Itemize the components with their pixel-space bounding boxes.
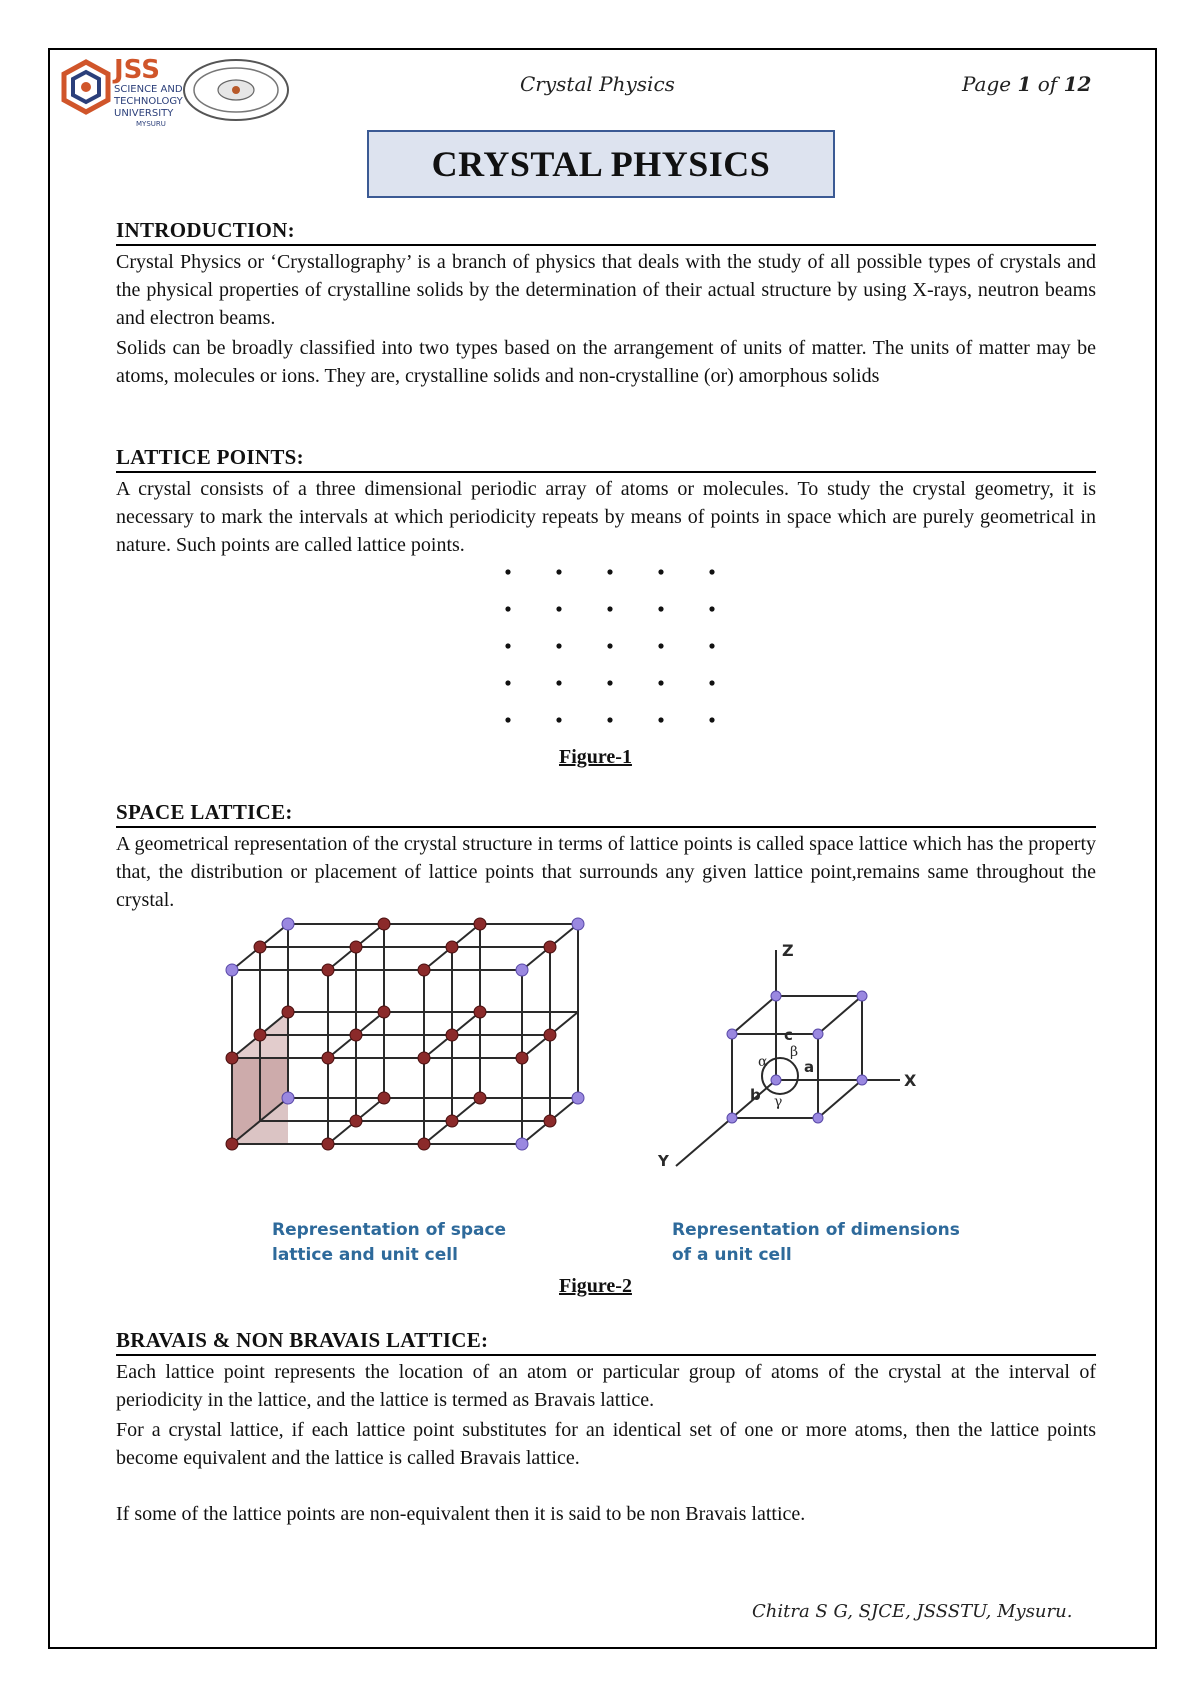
lattice-point bbox=[709, 643, 714, 648]
atom bbox=[446, 1115, 458, 1127]
corner-atom bbox=[727, 1029, 737, 1039]
atom bbox=[474, 918, 486, 930]
logo-jss-text: JSS bbox=[114, 55, 160, 85]
lattice-point bbox=[556, 606, 561, 611]
atom bbox=[350, 941, 362, 953]
lattice-point bbox=[556, 643, 561, 648]
section-heading: LATTICE POINTS: bbox=[116, 445, 1096, 473]
axis-c-label: c bbox=[784, 1026, 793, 1044]
lattice-point bbox=[607, 606, 612, 611]
lattice-point bbox=[709, 717, 714, 722]
footer-author: Chitra S G, SJCE, JSSSTU, Mysuru. bbox=[752, 1601, 1073, 1622]
atom bbox=[378, 1006, 390, 1018]
atom bbox=[254, 1029, 266, 1041]
corner-atom bbox=[516, 964, 528, 976]
lattice-point bbox=[607, 569, 612, 574]
corner-atom bbox=[516, 1138, 528, 1150]
paragraph: If some of the lattice points are non-equivalent then it is said to be non Bravais lattice. bbox=[116, 1503, 806, 1525]
atom bbox=[418, 1052, 430, 1064]
atom bbox=[418, 964, 430, 976]
section-lattice-points bbox=[116, 445, 1096, 559]
gamma-label: γ bbox=[774, 1094, 783, 1110]
atom bbox=[226, 1138, 238, 1150]
atom bbox=[254, 941, 266, 953]
lattice-point bbox=[505, 680, 510, 685]
corner-atom bbox=[813, 1113, 823, 1123]
lattice-point bbox=[556, 717, 561, 722]
atom bbox=[350, 1029, 362, 1041]
university-logo bbox=[56, 54, 316, 144]
paragraph: Solids can be broadly classified into two types based on the arrangement of units of matter. The units of matter may be atoms, molecules or ions. They are, crystalline solids and non-crystalline (or) amorphous solids bbox=[116, 337, 1096, 387]
lattice-point bbox=[658, 717, 663, 722]
figure-2-caption: Figure-2 bbox=[559, 1275, 632, 1297]
lattice-point bbox=[709, 569, 714, 574]
axis-a-label: a bbox=[804, 1058, 815, 1076]
atom bbox=[474, 1092, 486, 1104]
atom bbox=[544, 1029, 556, 1041]
paragraph: A geometrical representation of the crystal structure in terms of lattice points is called space lattice which has the property that, the distribution or placement of lattice points that surrounds any given lattice point,remains same throughout the crystal. bbox=[116, 833, 1096, 911]
lattice-point bbox=[607, 643, 612, 648]
lattice-point bbox=[658, 569, 663, 574]
axis-y-label: Y bbox=[658, 1152, 669, 1170]
logo-sub-4: MYSURU bbox=[136, 120, 166, 128]
corner-atom bbox=[857, 1075, 867, 1085]
section-heading: SPACE LATTICE: bbox=[116, 800, 1096, 828]
lattice-point bbox=[505, 569, 510, 574]
corner-atom bbox=[282, 918, 294, 930]
atom bbox=[378, 918, 390, 930]
caption-space-lattice bbox=[272, 1218, 506, 1268]
caption-line: lattice and unit cell bbox=[272, 1245, 458, 1265]
space-lattice-figure bbox=[222, 920, 642, 1200]
paragraph: A crystal consists of a three dimensional periodic array of atoms or molecules. To study the crystal geometry, it is necessary to mark the intervals at which periodicity repeats by means of points in space which are purely geometrical in nature. Such points are called lattice points. bbox=[116, 478, 1096, 556]
atom bbox=[226, 1052, 238, 1064]
lattice-point bbox=[505, 643, 510, 648]
paragraph: Crystal Physics or ‘Crystallography’ is a branch of physics that deals with the study of all possible types of crystals and the physical properties of crystalline solids by the determination of their actual structure by using X-rays, neutron beams and electron beams. bbox=[116, 251, 1096, 329]
unit-cell-figure bbox=[660, 940, 930, 1170]
atom bbox=[418, 1138, 430, 1150]
atom bbox=[282, 1006, 294, 1018]
logo-sub-1: SCIENCE AND bbox=[114, 84, 183, 95]
lattice-point bbox=[658, 643, 663, 648]
caption-unit-cell bbox=[672, 1218, 960, 1268]
section-bravais bbox=[116, 1328, 1096, 1528]
lattice-point bbox=[658, 606, 663, 611]
corner-atom bbox=[572, 918, 584, 930]
corner-atom bbox=[813, 1029, 823, 1039]
jss-emblem-icon bbox=[64, 62, 108, 112]
axis-b-label: b bbox=[750, 1086, 761, 1104]
paragraph: Each lattice point represents the location of an atom or particular group of atoms of the crystal at the interval of periodicity in the lattice, and the lattice is termed as Bravais lattice. bbox=[116, 1361, 1096, 1411]
axis-z-label: Z bbox=[782, 941, 794, 960]
axis-x-label: X bbox=[904, 1071, 917, 1090]
lattice-point bbox=[556, 680, 561, 685]
atom bbox=[350, 1115, 362, 1127]
figure-1-caption: Figure-1 bbox=[559, 746, 632, 768]
lattice-point bbox=[556, 569, 561, 574]
beta-label: β bbox=[790, 1044, 799, 1060]
section-space-lattice bbox=[116, 800, 1096, 914]
lattice-points-figure bbox=[490, 560, 720, 720]
lattice-point bbox=[607, 717, 612, 722]
atom bbox=[474, 1006, 486, 1018]
seal-icon bbox=[184, 60, 288, 120]
atom bbox=[322, 964, 334, 976]
corner-atom bbox=[771, 1075, 781, 1085]
section-heading: BRAVAIS & NON BRAVAIS LATTICE: bbox=[116, 1328, 1096, 1356]
lattice-point bbox=[505, 717, 510, 722]
lattice-point bbox=[607, 680, 612, 685]
corner-atom bbox=[226, 964, 238, 976]
atom bbox=[544, 1115, 556, 1127]
header-doc-title: Crystal Physics bbox=[520, 72, 675, 96]
section-introduction bbox=[116, 218, 1096, 390]
corner-atom bbox=[771, 991, 781, 1001]
page-title: CRYSTAL PHYSICS bbox=[367, 130, 835, 198]
atom bbox=[446, 1029, 458, 1041]
logo-sub-2: TECHNOLOGY bbox=[114, 96, 183, 107]
lattice-point bbox=[709, 680, 714, 685]
atom bbox=[322, 1052, 334, 1064]
atom bbox=[322, 1138, 334, 1150]
caption-line: of a unit cell bbox=[672, 1245, 792, 1265]
header-page-number: Page 1 of 12 bbox=[962, 72, 1092, 96]
corner-atom bbox=[282, 1092, 294, 1104]
caption-line: Representation of space bbox=[272, 1220, 507, 1240]
corner-atom bbox=[857, 991, 867, 1001]
paragraph: For a crystal lattice, if each lattice point substitutes for an identical set of one or more atoms, then the lattice points become equivalent and the lattice is called Bravais lattice. bbox=[116, 1419, 1096, 1469]
atom bbox=[378, 1092, 390, 1104]
lattice-point bbox=[709, 606, 714, 611]
alpha-label: α bbox=[758, 1054, 768, 1070]
atom bbox=[544, 941, 556, 953]
atom bbox=[446, 941, 458, 953]
corner-atom bbox=[572, 1092, 584, 1104]
section-heading: INTRODUCTION: bbox=[116, 218, 1096, 246]
lattice-point bbox=[505, 606, 510, 611]
corner-atom bbox=[727, 1113, 737, 1123]
atom bbox=[516, 1052, 528, 1064]
lattice-point bbox=[658, 680, 663, 685]
caption-line: Representation of dimensions bbox=[672, 1220, 960, 1240]
logo-sub-3: UNIVERSITY bbox=[114, 108, 174, 119]
